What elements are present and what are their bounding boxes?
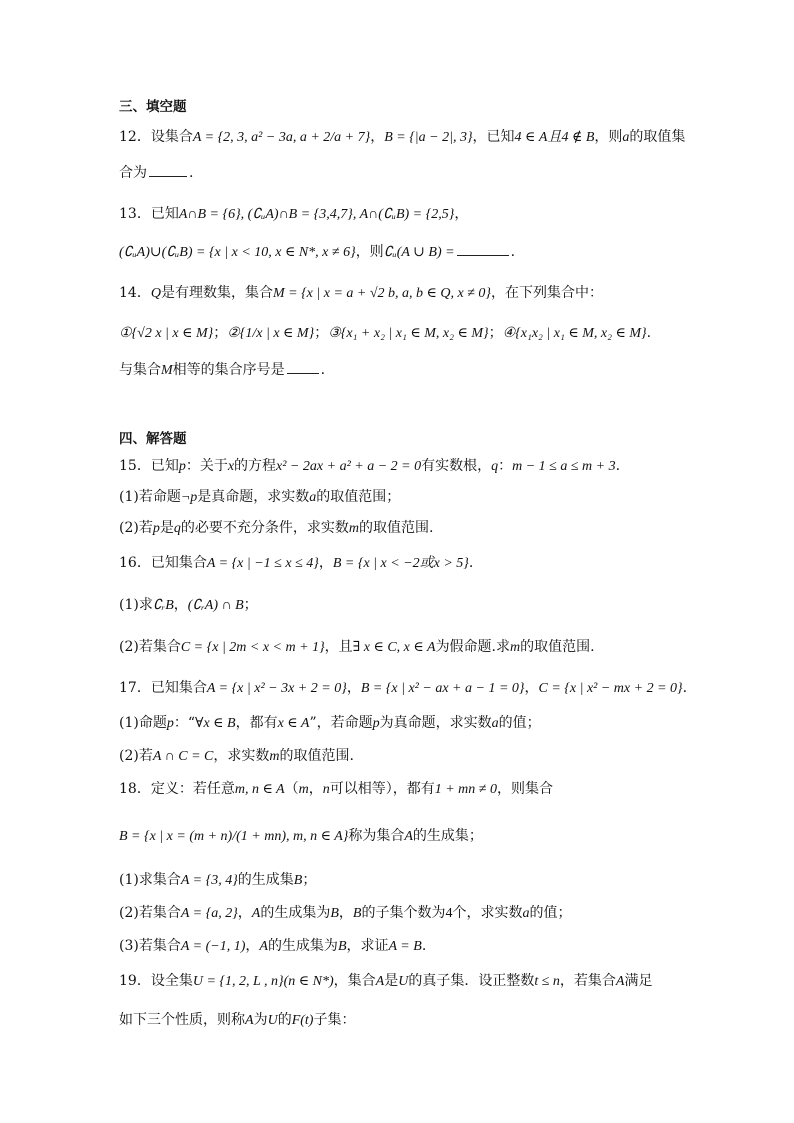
section-3-title: 三、填空题 (119, 99, 187, 115)
q18-stem: 18．定义：若任意m, n ∈ A（m，n可以相等），都有1 + mn ≠ 0，则集合 (119, 781, 553, 797)
q12-line1: 12．设集合A = {2, 3, a² − 3a, a + 2/a + 7}，B = {|a − 2|, 3}，已知4 ∈ A且4 ∉ B，则a的取值集 (119, 129, 686, 145)
q16-part2: (2)若集合C = {x | 2m < x < m + 1}，且∃ x ∈ C, x ∈ A为假命题.求m的取值范围. (119, 639, 595, 655)
q15-stem: 15．已知p：关于x的方程x² − 2ax + a² + a − 2 = 0有实数根，q：m − 1 ≤ a ≤ m + 3. (119, 458, 621, 474)
q17-set-a: A = {x | x² − 3x + 2 = 0} (206, 681, 347, 696)
q18-part3: (3)若集合A = (−1, 1)，A的生成集为B，求证A = B. (119, 938, 427, 954)
q13-union: (∁ᵤA)∪(∁ᵤB) = {x | x < 10, x ∈ N*, x ≠ 6} (119, 245, 356, 260)
section-4-title: 四、解答题 (119, 431, 187, 447)
q16-set-a: A = {x | −1 ≤ x ≤ 4} (206, 556, 319, 571)
q12-condition: 4 ∈ A且4 ∉ B (514, 130, 595, 145)
q18-part2: (2)若集合A = {a, 2}，A的生成集为B，B的子集个数为4个，求实数a的值； (119, 905, 572, 921)
q14-option-4: ④{x₁x₂ | x₁ ∈ M, x₂ ∈ M} (502, 326, 647, 341)
q17-stem: 17．已知集合A = {x | x² − 3x + 2 = 0}，B = {x | x² − ax + a − 1 = 0}，C = {x | x² − mx + 2 = 0}. (119, 680, 688, 696)
q13-line2: (∁ᵤA)∪(∁ᵤB) = {x | x < 10, x ∈ N*, x ≠ 6}，则∁ᵤ(A ∪ B) = . (119, 244, 516, 260)
q16-part1: (1)求∁ᵣB，(∁ᵣA) ∩ B； (119, 597, 258, 613)
q18-part1: (1)求集合A = {3, 4}的生成集B； (119, 872, 317, 888)
q14-line3: 与集合M相等的集合序号是 . (119, 362, 326, 378)
q12-answer-blank[interactable] (149, 164, 187, 177)
q16-set-b: B = {x | x < −2或x > 5} (332, 556, 469, 571)
q17-part2: (2)若A ∩ C = C，求实数m的取值范围. (119, 748, 354, 764)
q18-definition: B = {x | x = (m + n)/(1 + mn), m, n ∈ A}称为集合A的生成集； (119, 828, 483, 844)
q18-generated-set: B = {x | x = (m + n)/(1 + mn), m, n ∈ A} (119, 829, 349, 844)
q19-line2: 如下三个性质，则称A为U的F(t)子集： (119, 1012, 356, 1028)
q13-line1: 13．已知A∩B = {6}, (∁ᵤA)∩B = {3,4,7}, A∩(∁ᵤB) = {2,5}， (119, 206, 469, 222)
q17-part1: (1)命题p：“∀x ∈ B，都有x ∈ A”，若命题p为真命题，求实数a的值； (119, 715, 541, 731)
q14-set-m: M = {x | x = a + √2 b, a, b ∈ Q, x ≠ 0} (272, 286, 491, 301)
q14-option-1: ①{√2 x | x ∈ M} (119, 326, 214, 341)
q14-options: ①{√2 x | x ∈ M}；②{1/x | x ∈ M}；③{x₁ + x₂ | x₁ ∈ M, x₂ ∈ M}；④{x₁x₂ | x₁ ∈ M, x₂ ∈ M}. (119, 325, 652, 341)
q17-set-c: C = {x | x² − mx + 2 = 0} (538, 681, 683, 696)
q14-option-2: ②{1/x | x ∈ M} (227, 326, 315, 341)
q19-line1: 19．设全集U = {1, 2, L , n}(n ∈ N*)，集合A是U的真子集．设正整数t ≤ n，若集合A满足 (119, 973, 653, 989)
q16-stem: 16．已知集合A = {x | −1 ≤ x ≤ 4}，B = {x | x < −2或x > 5}. (119, 555, 474, 571)
q15-inequality: m − 1 ≤ a ≤ m + 3 (512, 459, 616, 474)
q13-given: A∩B = {6}, (∁ᵤA)∩B = {3,4,7}, A∩(∁ᵤB) = {2,5} (178, 207, 455, 222)
q15-part1: (1)若命题¬p是真命题，求实数a的取值范围； (119, 489, 401, 505)
q15-part2: (2)若p是q的必要不充分条件，求实数m的取值范围. (119, 520, 434, 536)
q14-answer-blank[interactable] (287, 361, 319, 374)
q17-set-b: B = {x | x² − ax + a − 1 = 0} (360, 681, 525, 696)
q12-set-a: A = {2, 3, a² − 3a, a + 2/a + 7} (192, 130, 371, 145)
q13-answer-blank[interactable] (457, 243, 509, 256)
q12-set-b: B = {|a − 2|, 3} (384, 130, 473, 145)
q12-line2: 合为 . (119, 165, 194, 181)
q14-option-3: ③{x₁ + x₂ | x₁ ∈ M, x₂ ∈ M} (328, 326, 489, 341)
q19-universal-set: U = {1, 2, L , n}(n ∈ N*) (192, 974, 334, 989)
q14-line1: 14．Q是有理数集，集合M = {x | x = a + √2 b, a, b ∈ Q, x ≠ 0}，在下列集合中： (119, 285, 603, 301)
q15-equation: x² − 2ax + a² + a − 2 = 0 (276, 459, 422, 474)
